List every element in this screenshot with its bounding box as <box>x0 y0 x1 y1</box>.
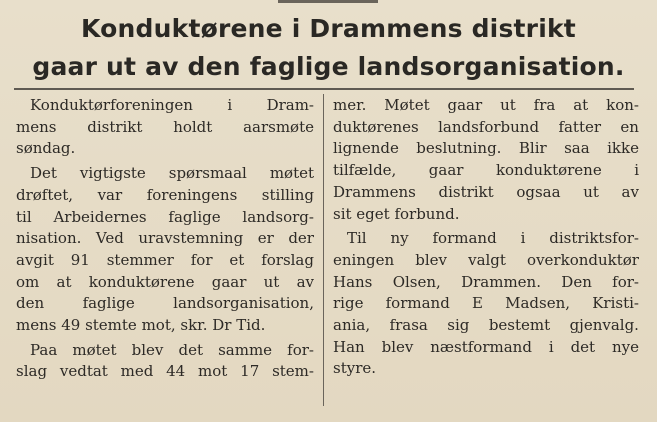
word: for- <box>612 272 639 291</box>
word: et <box>229 250 245 269</box>
word: om <box>16 272 40 291</box>
word: nye <box>611 337 639 356</box>
word: landsorg- <box>242 207 314 226</box>
article-line <box>16 117 314 139</box>
word: 91 <box>70 250 90 269</box>
word: gjenvalg. <box>569 316 639 335</box>
article-column-right <box>333 95 639 380</box>
word: mens <box>16 117 57 136</box>
word: landsorganisation, <box>173 294 314 313</box>
word: saa <box>564 139 590 158</box>
word: distriktsfor- <box>549 229 639 248</box>
word: at <box>573 96 589 114</box>
word: ikke <box>607 139 639 158</box>
article-line <box>16 340 314 362</box>
word: Madsen, <box>505 294 571 313</box>
word: foreningens <box>146 185 238 204</box>
article-line: mens 49 stemte mot, skr. Dr Tid. <box>16 316 266 335</box>
top-rule <box>278 0 378 3</box>
word: distrikt <box>438 182 494 201</box>
word: den <box>16 294 45 313</box>
word: distrikt <box>87 117 143 136</box>
article-line <box>333 293 639 315</box>
word: formand <box>432 229 497 248</box>
word: uravstemning <box>138 229 244 248</box>
word: mer. <box>333 96 367 114</box>
word: slag <box>16 362 48 381</box>
word: beslutning. <box>416 139 502 158</box>
word: blev <box>381 337 414 356</box>
word: Olsen, <box>392 272 441 291</box>
word: 44 <box>166 362 186 381</box>
word: overkonduktør <box>527 250 639 269</box>
article-line: sit eget forbund. <box>333 204 460 223</box>
word: Paa <box>30 340 58 359</box>
word: Kristi- <box>592 294 639 313</box>
word: aarsmøte <box>243 117 314 136</box>
word: holdt <box>173 117 213 136</box>
word: der <box>288 229 314 248</box>
word: var <box>97 185 123 204</box>
word: faglige <box>168 207 221 226</box>
word: landsforbund <box>438 117 540 136</box>
word: møtet <box>72 340 117 359</box>
word: næstformand <box>430 337 532 356</box>
word: møtet <box>269 164 314 183</box>
word: rige <box>333 294 364 313</box>
headline-line-2: gaar ut av den faglige landsorganisation. <box>32 52 625 81</box>
word: konduktørene <box>88 272 195 291</box>
word: Drammen. <box>461 272 541 291</box>
word: bestemt <box>488 316 551 335</box>
word: lignende <box>333 139 399 158</box>
word: i <box>227 96 233 114</box>
word: det <box>178 340 204 359</box>
word: gaar <box>428 161 464 180</box>
word: Til <box>347 229 367 248</box>
word: med <box>120 362 154 381</box>
word: Møtet <box>384 96 430 114</box>
word: ania, <box>333 316 371 335</box>
word: i <box>548 337 554 356</box>
word: av <box>621 182 639 201</box>
word: stemmer <box>106 250 174 269</box>
word: formand <box>385 294 450 313</box>
word: Det <box>30 164 57 183</box>
word: Blir <box>518 139 547 158</box>
word: spørsmaal <box>168 164 247 183</box>
word: for- <box>287 340 314 359</box>
word: i <box>634 161 639 180</box>
word: ny <box>390 229 409 248</box>
word: Dram- <box>266 96 314 114</box>
word: blev <box>131 340 164 359</box>
word: kon- <box>606 96 639 114</box>
article-line <box>333 95 639 117</box>
word: Konduktørforeningen <box>30 96 193 114</box>
article-line <box>16 163 314 185</box>
word: til <box>16 207 32 226</box>
article-line: styre. <box>333 359 377 378</box>
column-divider <box>323 94 324 406</box>
article-line <box>333 138 639 160</box>
word: mot <box>198 362 228 381</box>
word: det <box>570 337 596 356</box>
word: tilfælde, <box>333 161 397 180</box>
word: Hans <box>333 272 373 291</box>
article-line <box>333 160 639 182</box>
word: sig <box>447 316 470 335</box>
article-line <box>16 361 314 383</box>
word: faglige <box>82 294 135 313</box>
article-line <box>16 272 314 294</box>
word: stem- <box>272 362 314 381</box>
word: avgit <box>16 250 54 269</box>
article-line <box>333 272 639 294</box>
word: Han <box>333 337 365 356</box>
word: konduktørene <box>495 161 602 180</box>
article-line <box>333 315 639 337</box>
word: ut <box>583 182 599 201</box>
word: ut <box>500 96 516 114</box>
word: samme <box>218 340 273 359</box>
word: er <box>257 229 274 248</box>
article-line <box>333 250 639 272</box>
word: blev <box>415 250 447 269</box>
word: vigtigste <box>79 164 146 183</box>
article-line <box>333 117 639 139</box>
article-line <box>16 228 314 250</box>
word: ogsaa <box>516 182 561 201</box>
word: forslag <box>261 250 314 269</box>
word: fatter <box>558 117 602 136</box>
word: Drammens <box>333 182 416 201</box>
word: av <box>296 272 314 291</box>
word: frasa <box>389 316 428 335</box>
article-column-left <box>16 95 314 383</box>
article-line <box>16 207 314 229</box>
word: stilling <box>261 185 314 204</box>
article-line <box>16 250 314 272</box>
word: nisation. <box>16 229 82 248</box>
word: Arbeidernes <box>53 207 147 226</box>
article-line: søndag. <box>16 139 76 158</box>
article-line <box>16 185 314 207</box>
article-line <box>333 337 639 359</box>
article-line <box>333 228 639 250</box>
word: fra <box>533 96 556 114</box>
word: eningen <box>333 250 395 269</box>
article-line <box>333 182 639 204</box>
headline-rule <box>14 88 634 90</box>
article-line <box>16 95 314 117</box>
word: gaar <box>211 272 247 291</box>
word: E <box>471 294 483 313</box>
word: Ved <box>95 229 124 248</box>
word: Den <box>561 272 592 291</box>
word: drøftet, <box>16 185 74 204</box>
word: gaar <box>447 96 483 114</box>
word: valgt <box>468 250 506 269</box>
word: duktørenes <box>333 117 419 136</box>
word: 17 <box>240 362 260 381</box>
word: i <box>520 229 526 248</box>
word: at <box>56 272 72 291</box>
word: vedtat <box>59 362 108 381</box>
word: ut <box>263 272 280 291</box>
headline-line-1: Konduktørene i Drammens distrikt <box>81 14 576 43</box>
word: en <box>620 117 639 136</box>
word: for <box>190 250 213 269</box>
article-line <box>16 293 314 315</box>
